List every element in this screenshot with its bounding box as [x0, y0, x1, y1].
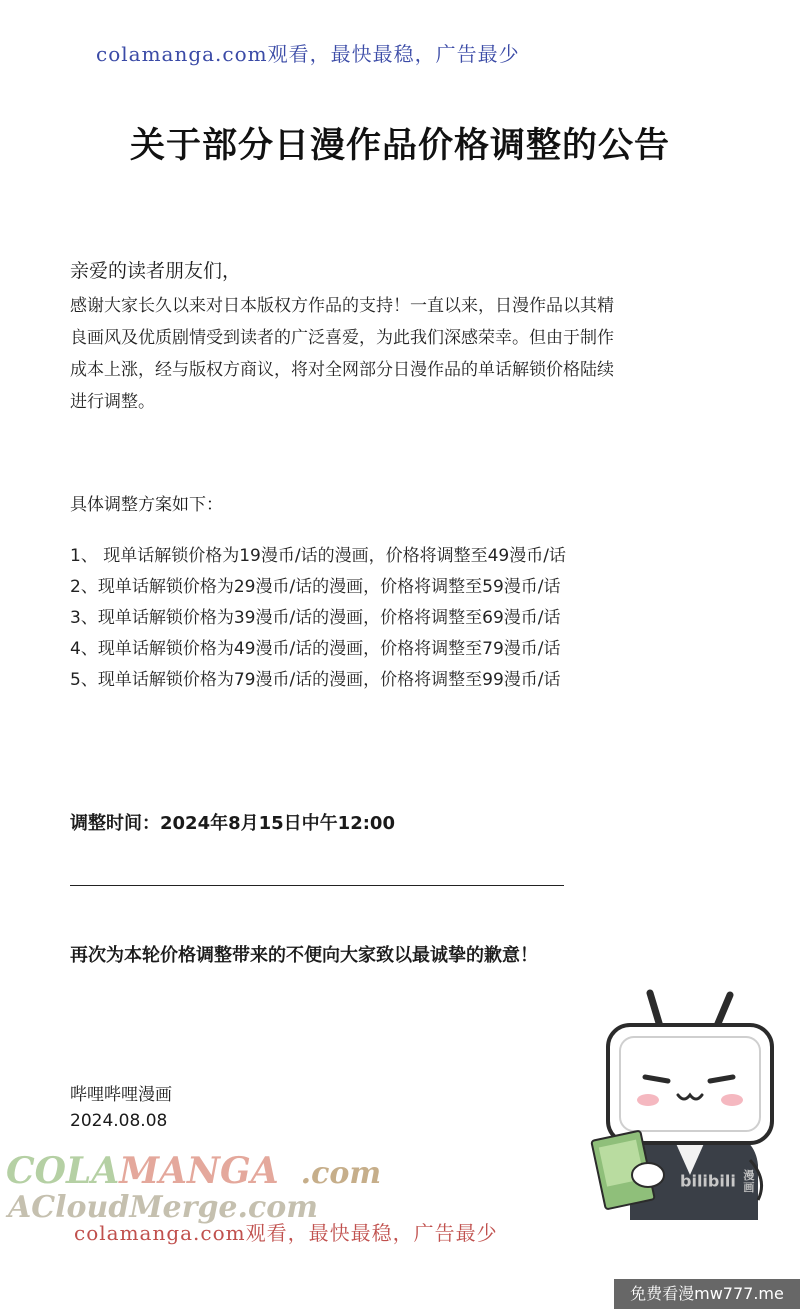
watermark-top: colamanga.com观看，最快最稳，广告最少: [96, 42, 520, 66]
list-item: 4、现单话解锁价格为49漫币/话的漫画，价格将调整至79漫币/话: [70, 639, 561, 659]
adjust-time: 调整时间：2024年8月15日中午12:00: [70, 813, 395, 834]
watermark-corner: 免费看漫mw777.me: [614, 1279, 800, 1309]
list-item: 5、现单话解锁价格为79漫币/话的漫画，价格将调整至99漫币/话: [70, 670, 561, 690]
list-item: 3、现单话解锁价格为39漫币/话的漫画，价格将调整至69漫币/话: [70, 608, 561, 628]
greeting: 亲爱的读者朋友们，: [70, 260, 242, 282]
brand-sub: 漫 画: [743, 1169, 755, 1194]
page-title: 关于部分日漫作品价格调整的公告: [129, 126, 670, 166]
watermark-bottom: colamanga.com观看，最快最稳，广告最少: [74, 1221, 498, 1245]
paragraph-line: 感谢大家长久以来对日本版权方作品的支持！一直以来，日漫作品以其精: [70, 296, 614, 316]
paragraph-line: 成本上涨，经与版权方商议，将对全网部分日漫作品的单话解锁价格陆续: [70, 360, 614, 380]
bilibili-logo: [680, 1170, 754, 1194]
divider: [70, 885, 564, 886]
intro-paragraph: [70, 290, 730, 418]
plan-list: [70, 541, 566, 696]
apology-text: 再次为本轮价格调整带来的不便向大家致以最诚挚的歉意！: [70, 945, 538, 966]
signer: 哔哩哔哩漫画: [70, 1085, 172, 1105]
paragraph-line: 良画风及优质剧情受到读者的广泛喜爱，为此我们深感荣幸。但由于制作: [70, 328, 614, 348]
list-item: 2、现单话解锁价格为29漫币/话的漫画，价格将调整至59漫币/话: [70, 577, 561, 597]
paragraph-line: 进行调整。: [70, 392, 155, 412]
watermark-acloudmerge: ACloudMerge.com: [8, 1190, 318, 1225]
signature-date: 2024.08.08: [70, 1111, 168, 1131]
plan-intro: 具体调整方案如下：: [70, 495, 223, 515]
list-item: 1、 现单话解锁价格为19漫币/话的漫画，价格将调整至49漫币/话: [70, 546, 566, 566]
brand-logo-text: bilibili: [680, 1171, 736, 1191]
watermark-colamanga: COLAMANGA .com: [6, 1150, 382, 1192]
